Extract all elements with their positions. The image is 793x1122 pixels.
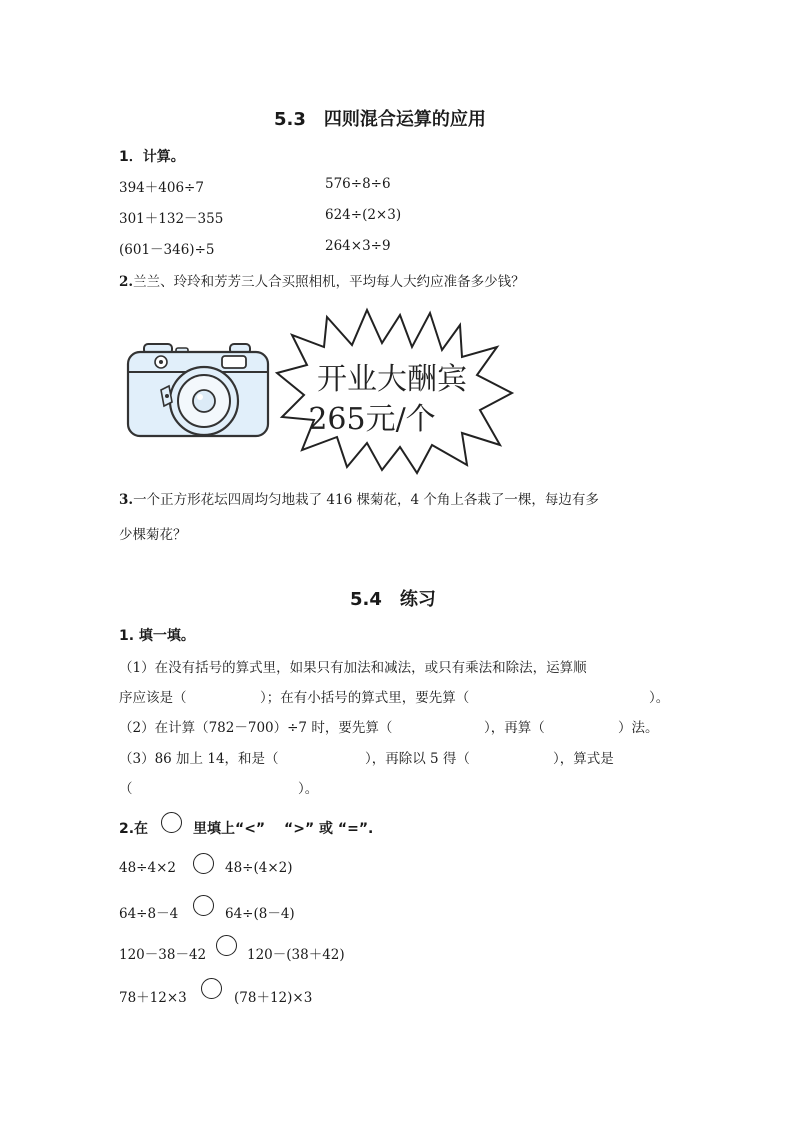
sign-line-1: 开业大酬宾 <box>317 362 467 397</box>
compare-prefix: 2.在 <box>119 821 149 837</box>
q2-number: 2. <box>119 274 134 290</box>
fill-p3-b: ），再除以 5 得（ <box>365 751 470 767</box>
fill-p1-a: 序应该是（ <box>119 690 187 706</box>
fill-p3-a: （3）86 加上 14，和是（ <box>119 751 279 767</box>
fill-p4-b: ）。 <box>298 781 319 797</box>
calc-1: 394＋406÷7 <box>119 180 204 196</box>
calc-5: (601－346)÷5 <box>119 242 215 258</box>
q2-question <box>119 270 525 290</box>
compare-left-1: 48÷4×2 <box>119 860 176 876</box>
fill-heading: 1. 填一填。 <box>119 628 195 644</box>
compare-left-3: 120－38－42 <box>119 947 207 963</box>
sign-line-2: 265元/个 <box>308 402 436 437</box>
compare-right-4: (78＋12)×3 <box>234 990 313 1006</box>
calc-2: 576÷8÷6 <box>325 176 391 192</box>
fill-p2-a: （2）在计算（782－700）÷7 时，要先算（ <box>119 720 393 736</box>
calc-4: 624÷(2×3) <box>325 207 402 223</box>
q3-line-2: 少棵菊花？ <box>119 527 187 543</box>
compare-circle-3[interactable] <box>216 935 237 956</box>
compare-right-2: 64÷(8－4) <box>225 906 295 922</box>
section-title-5-3: 5.3 四则混合运算的应用 <box>274 109 486 130</box>
compare-circle-4[interactable] <box>201 978 222 999</box>
compare-suffix: 里填上“<” “>” 或 “=”. <box>193 821 374 837</box>
compare-circle-2[interactable] <box>193 895 214 916</box>
calc-6: 264×3÷9 <box>325 238 391 254</box>
q1-heading: 1．计算。 <box>119 149 185 165</box>
fill-p4-a: （ <box>119 781 133 797</box>
q3-number: 3. <box>119 492 134 508</box>
fill-p2-b: ），再算（ <box>484 720 545 736</box>
compare-circle-1[interactable] <box>193 853 214 874</box>
fill-p1-b: ）；在有小括号的算式里，要先算（ <box>260 690 470 706</box>
compare-right-3: 120－(38＋42) <box>247 947 345 963</box>
price-sign <box>272 305 517 475</box>
compare-left-4: 78＋12×3 <box>119 990 187 1006</box>
q3-text-1: 一个正方形花坛四周均匀地栽了 416 棵菊花，4 个角上各栽了一棵，每边有多 <box>133 492 599 508</box>
q2-text: 兰兰、玲玲和芳芳三人合买照相机，平均每人大约应准备多少钱？ <box>133 274 525 290</box>
compare-right-1: 48÷(4×2) <box>225 860 293 876</box>
fill-p2-c: ）法。 <box>618 720 659 736</box>
fill-p3-c: ），算式是 <box>553 751 614 767</box>
fill-p1-line1: （1）在没有括号的算式里，如果只有加法和减法，或只有乘法和除法，运算顺 <box>119 660 587 676</box>
compare-circle-example <box>161 812 182 833</box>
camera-icon <box>124 338 272 440</box>
section-title-5-4: 5.4 练习 <box>350 589 436 610</box>
fill-p1-c: ）。 <box>649 690 670 706</box>
compare-left-2: 64÷8－4 <box>119 906 179 922</box>
calc-3: 301＋132－355 <box>119 211 224 227</box>
q3-line-1 <box>119 488 599 508</box>
